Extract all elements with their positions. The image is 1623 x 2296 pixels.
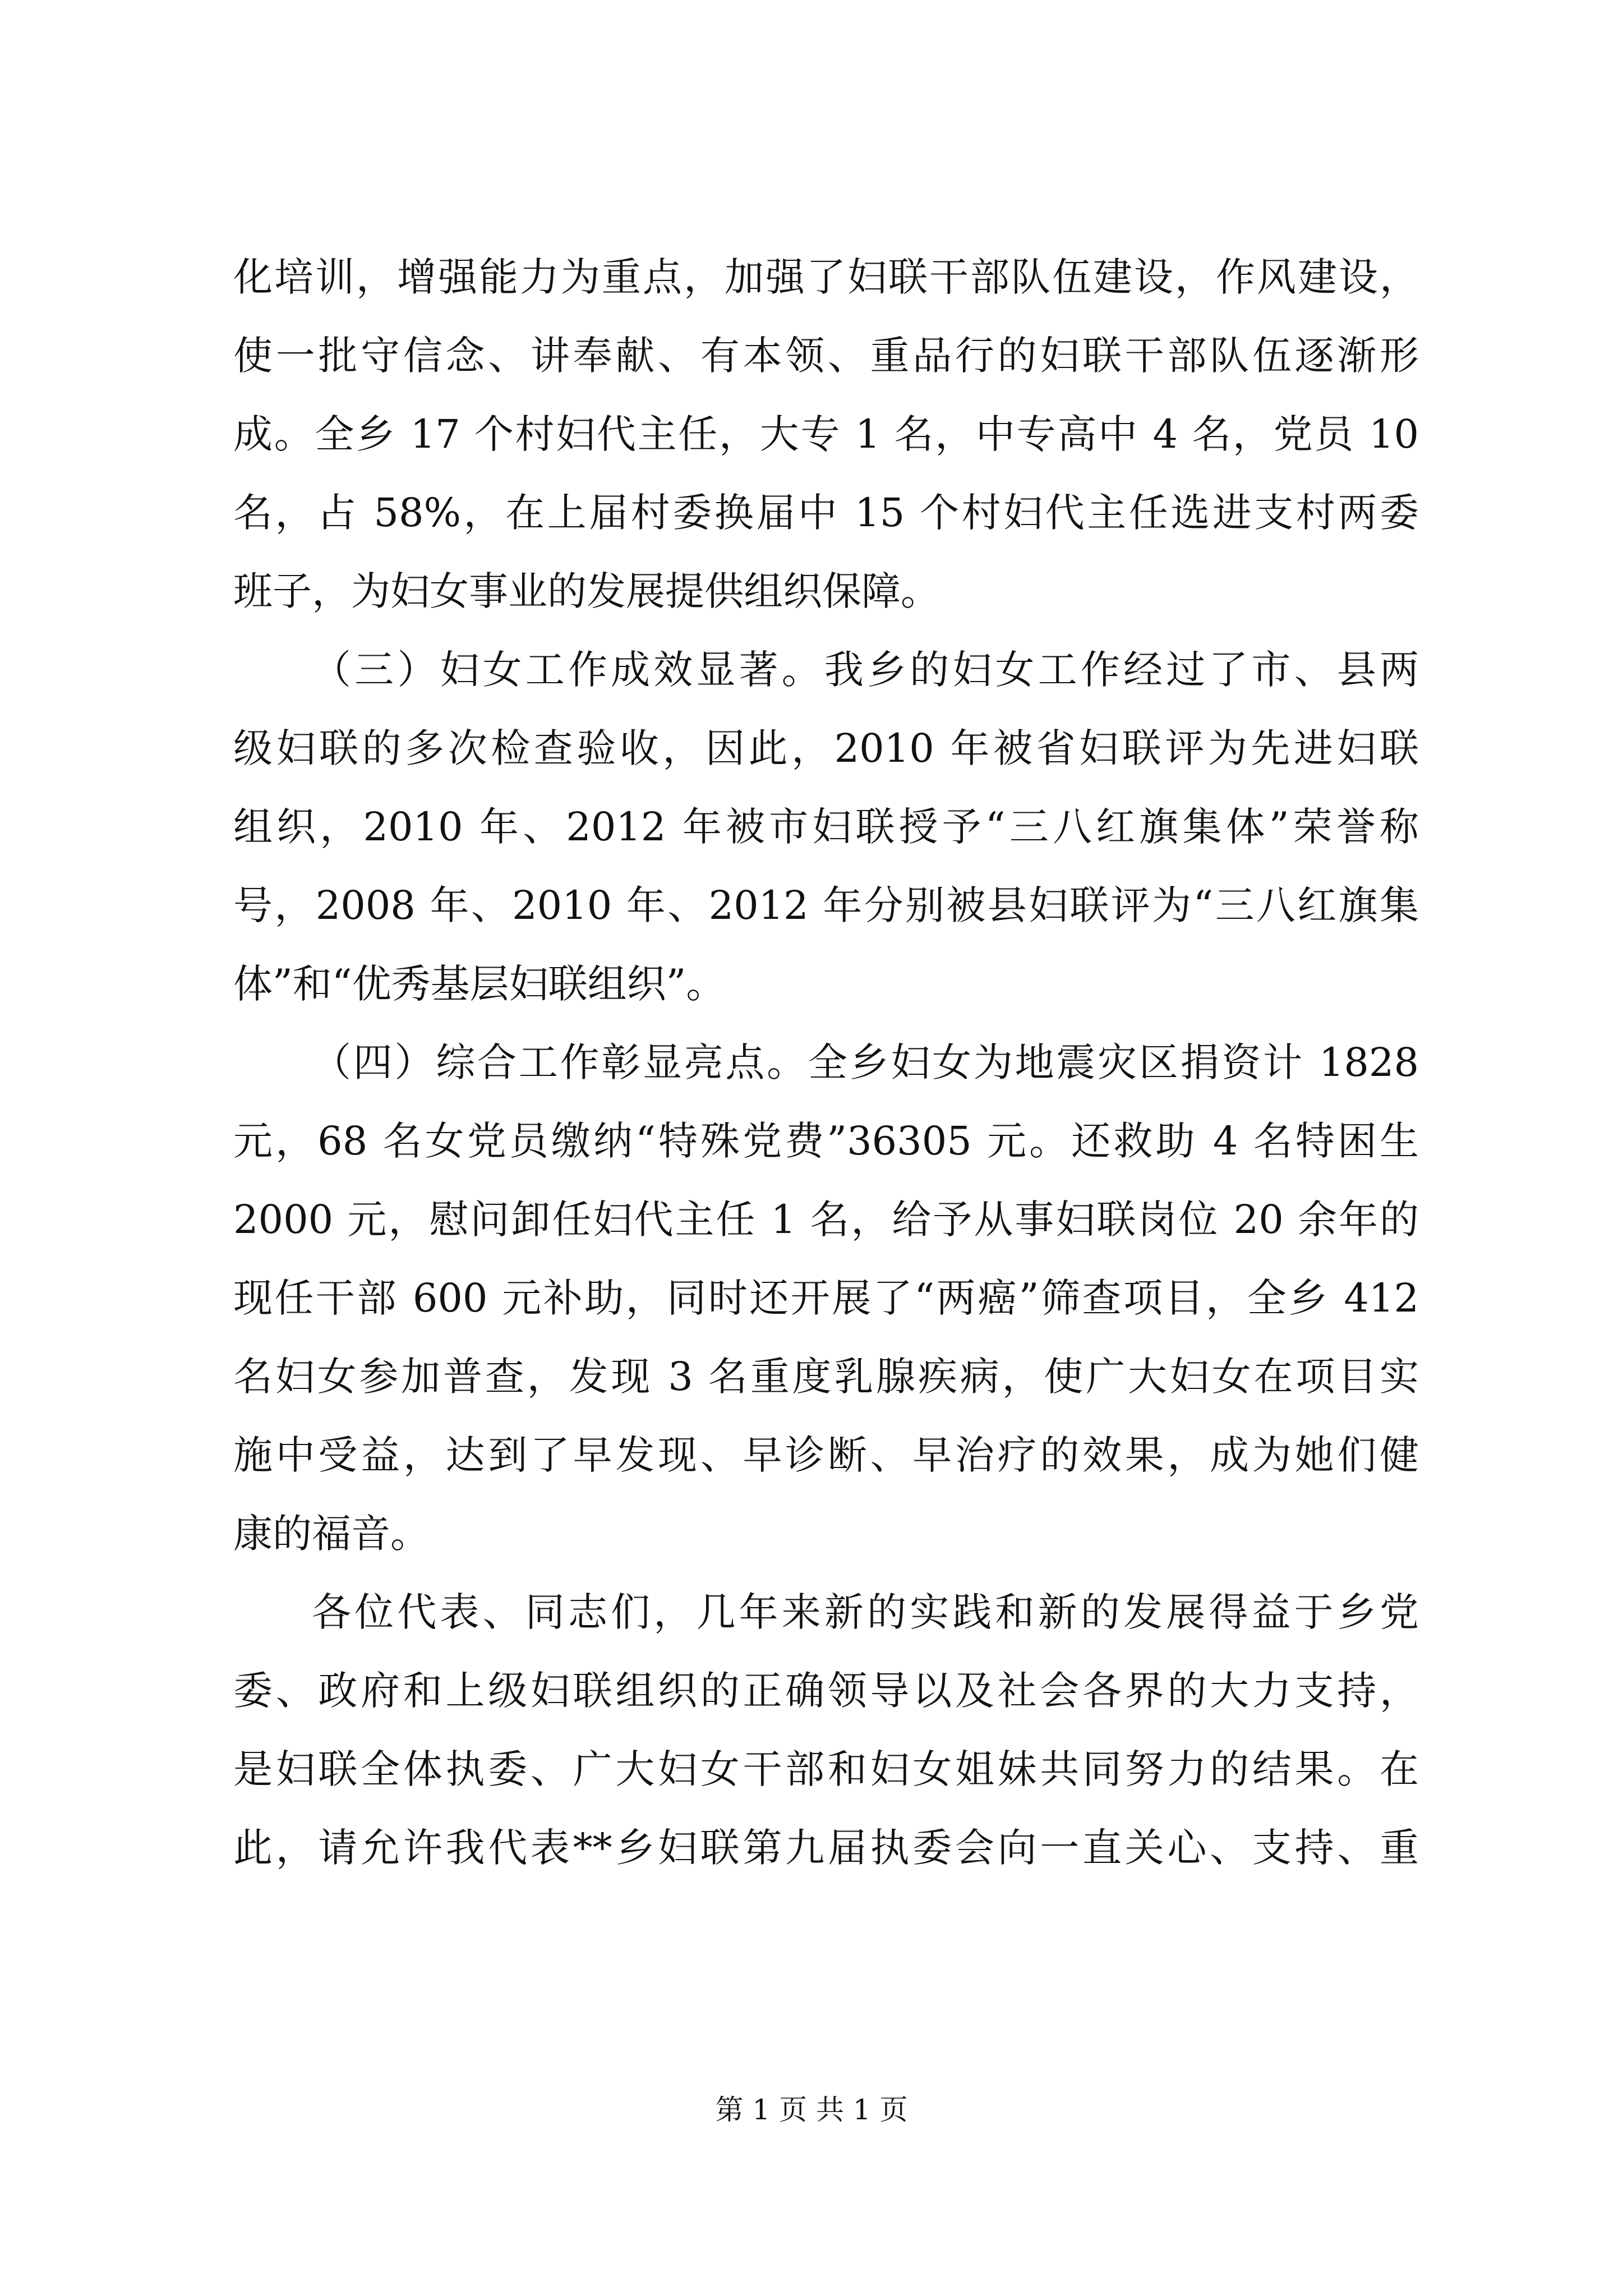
text-line: 组织，2010 年、2012 年被市妇联授予“三八红旗集体”荣誉称 <box>233 804 1419 850</box>
text-line: 2000 元，慰问卸任妇代主任 1 名，给予从事妇联岗位 20 余年的 <box>233 1197 1419 1243</box>
paragraph-section-four <box>233 1023 1419 1573</box>
text-line: 班子，为妇女事业的发展提供组织保障。 <box>233 568 940 614</box>
text-line: 此，请允许我代表**乡妇联第九届执委会向一直关心、支持、重 <box>233 1825 1419 1871</box>
text-line: 施中受益，达到了早发现、早诊断、早治疗的效果，成为她们健 <box>233 1432 1419 1478</box>
text-line: 是妇联全体执委、广大妇女干部和妇女姐妹共同努力的结果。在 <box>233 1746 1419 1792</box>
text-line: 成。全乡 17 个村妇代主任，大专 1 名，中专高中 4 名，党员 10 <box>233 411 1419 457</box>
text-line: 各位代表、同志们，几年来新的实践和新的发展得益于乡党 <box>312 1589 1419 1635</box>
text-line: 号，2008 年、2010 年、2012 年分别被县妇联评为“三八红旗集 <box>233 882 1419 928</box>
paragraph-address <box>233 1573 1419 1887</box>
text-line: 委、政府和上级妇联组织的正确领导以及社会各界的大力支持， <box>233 1668 1419 1714</box>
text-line: 现任干部 600 元补助，同时还开展了“两癌”筛查项目，全乡 412 <box>233 1275 1419 1321</box>
text-line: 化培训，增强能力为重点，加强了妇联干部队伍建设，作风建设， <box>233 254 1419 300</box>
text-line: 名妇女参加普查，发现 3 名重度乳腺疾病，使广大妇女在项目实 <box>233 1354 1419 1400</box>
text-line: 级妇联的多次检查验收，因此，2010 年被省妇联评为先进妇联 <box>233 725 1419 771</box>
document-body <box>233 238 1419 1887</box>
text-line: 元，68 名女党员缴纳“特殊党费”36305 元。还救助 4 名特困生 <box>233 1118 1419 1164</box>
text-line: 名，占 58%，在上届村委换届中 15 个村妇代主任选进支村两委 <box>233 490 1419 536</box>
text-line: （四）综合工作彰显亮点。全乡妇女为地震灾区捐资计 1828 <box>312 1039 1419 1085</box>
text-line: （三）妇女工作成效显著。我乡的妇女工作经过了市、县两 <box>312 647 1419 693</box>
text-line: 使一批守信念、讲奉献、有本领、重品行的妇联干部队伍逐渐形 <box>233 333 1419 379</box>
text-line: 体”和“优秀基层妇联组织”。 <box>233 961 726 1007</box>
page-number-footer: 第 1 页 共 1 页 <box>715 2093 908 2126</box>
paragraph-section-three <box>233 631 1419 1023</box>
text-line: 康的福音。 <box>233 1511 430 1557</box>
paragraph-continuation <box>233 238 1419 631</box>
